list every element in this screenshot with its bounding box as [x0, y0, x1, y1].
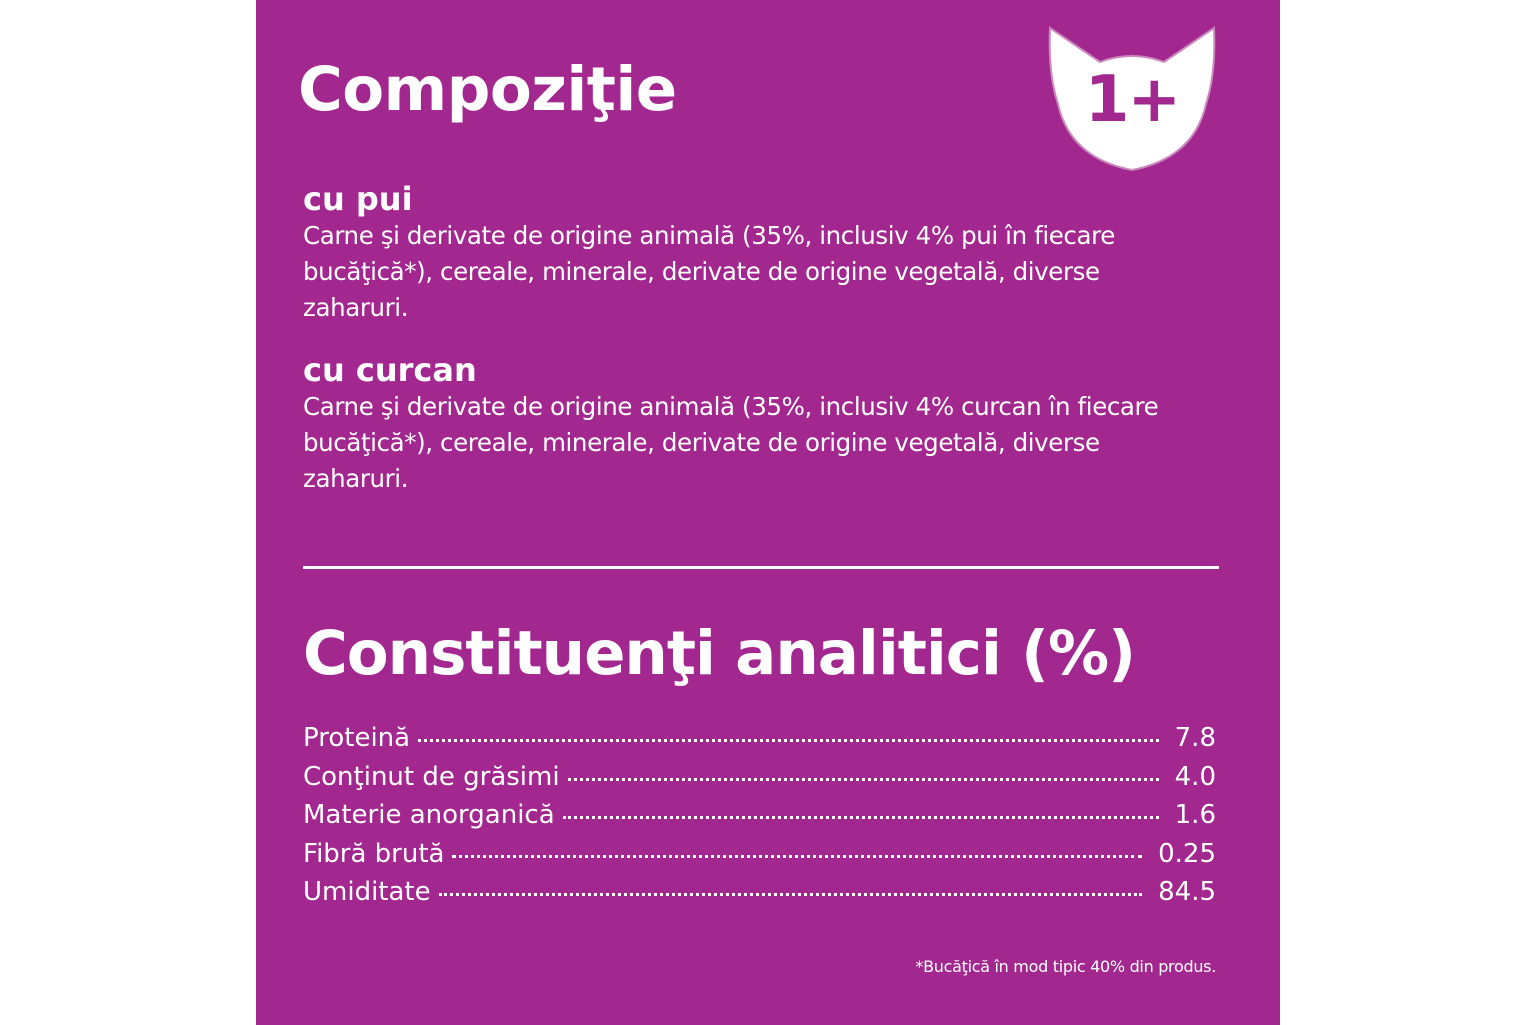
analytics-row-fiber	[303, 839, 1216, 878]
row-value: 4.0	[1174, 761, 1216, 792]
age-badge	[1044, 22, 1220, 174]
analytics-list	[303, 723, 1216, 916]
row-value: 0.25	[1158, 838, 1216, 869]
row-label: Conţinut de grăsimi	[303, 761, 560, 792]
analytics-title: Constituenţi analitici (%)	[303, 618, 1135, 689]
analytics-row-ash	[303, 800, 1216, 839]
row-label: Proteină	[303, 723, 411, 753]
composition-title: Compoziţie	[298, 54, 677, 125]
analytics-row-protein	[303, 723, 1216, 762]
footnote: *Bucăţică în mod tipic 40% din produs.	[915, 957, 1216, 976]
section-title: cu curcan	[303, 351, 477, 389]
row-value: 1.6	[1174, 800, 1216, 830]
row-label: Materie anorganică	[303, 800, 555, 830]
row-label: Umiditate	[303, 877, 431, 907]
divider	[303, 566, 1219, 569]
dotted-leader	[439, 893, 1142, 896]
dotted-leader	[452, 855, 1142, 858]
section-title: cu pui	[303, 180, 413, 218]
row-value: 84.5	[1158, 877, 1216, 907]
analytics-row-fat	[303, 762, 1216, 801]
dotted-leader	[563, 816, 1159, 819]
composition-panel	[256, 0, 1280, 1025]
row-label: Fibră brută	[303, 838, 445, 869]
dotted-leader	[418, 739, 1159, 742]
row-value: 7.8	[1174, 723, 1216, 753]
dotted-leader	[568, 778, 1159, 781]
composition-section-chicken	[303, 181, 1203, 326]
section-text: Carne şi derivate de origine animală (35%, inclusiv 4% curcan în fiecare bucăţică*), cereale, minerale, derivate de origine vegetală, diverse zaharuri.	[303, 391, 1159, 493]
analytics-row-moisture	[303, 877, 1216, 916]
section-text: Carne şi derivate de origine animală (35%, inclusiv 4% pui în fiecare bucăţică*), cereale, minerale, derivate de origine vegetală, diverse zaharuri.	[303, 220, 1115, 322]
composition-section-turkey	[303, 352, 1203, 497]
age-badge-text: 1+	[1084, 63, 1180, 137]
